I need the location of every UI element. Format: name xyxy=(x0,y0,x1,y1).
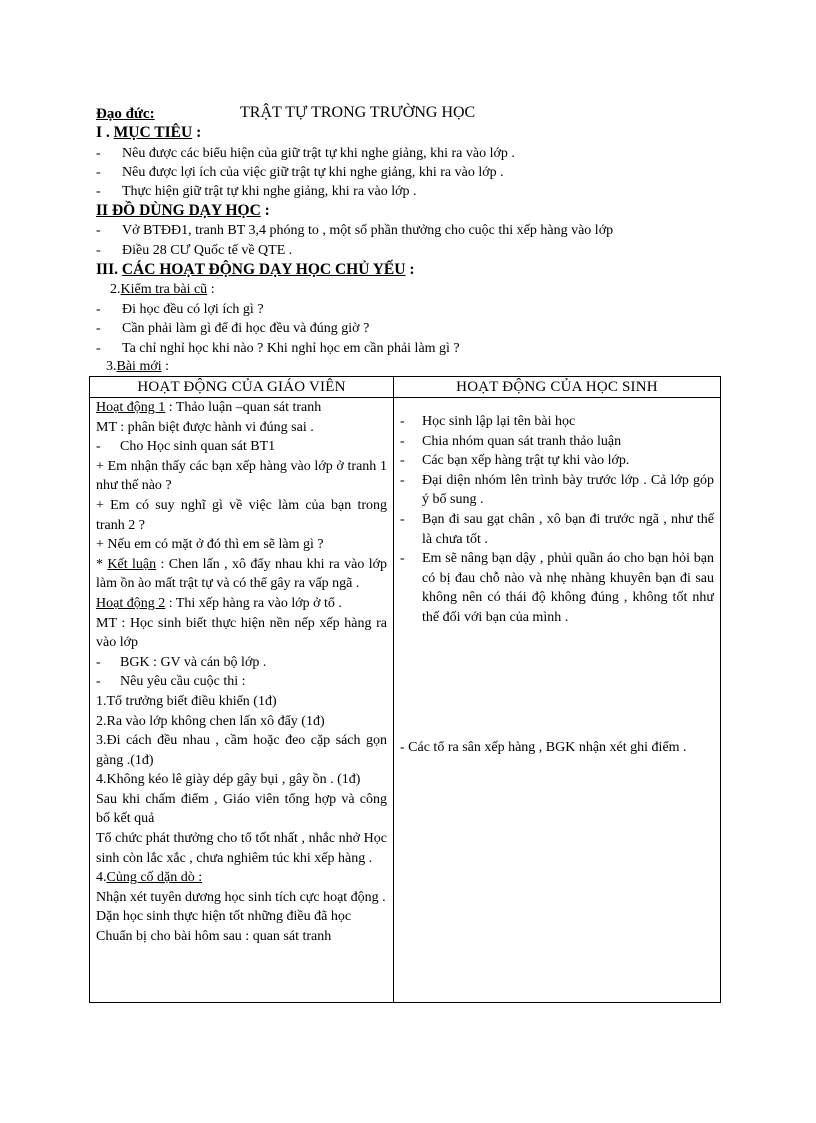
activity2-title: Hoạt động 2 : Thi xếp hàng ra vào lớp ở tổ . xyxy=(96,595,342,611)
student-activity: - Các bạn xếp hàng trật tự khi vào lớp. xyxy=(400,453,630,469)
section3-heading: III. CÁC HOẠT ĐỘNG DẠY HỌC CHỦ YẾU : xyxy=(96,261,415,278)
activity1-question: + Nếu em có mặt ở đó thì em sẽ làm gì ? xyxy=(96,537,324,553)
review-question: - Đi học đều có lợi ích gì ? xyxy=(96,302,264,317)
student-activity-contest: - Các tổ ra sân xếp hàng , BGK nhận xét ghi điểm . xyxy=(400,739,687,755)
contest-criterion: 2.Ra vào lớp không chen lấn xô đẩy (1đ) xyxy=(96,713,325,729)
activity1-question: + Em nhận thấy các bạn xếp hàng vào lớp ở tranh 1 như thế nào ? xyxy=(96,458,387,494)
review-question: - Ta chỉ nghỉ học khi nào ? Khi nghỉ học em cần phải làm gì ? xyxy=(96,341,460,356)
activity2-step: - Nêu yêu cầu cuộc thi : xyxy=(96,674,246,690)
consolidation-title: 4.Củng cố dặn dò : xyxy=(96,870,203,886)
teacher-column-header: HOẠT ĐỘNG CỦA GIÁO VIÊN xyxy=(90,377,394,398)
activity2-step: - BGK : GV và cán bộ lớp . xyxy=(96,654,267,670)
student-activity: - Học sinh lập lại tên bài học xyxy=(400,414,576,429)
student-column-header: HOẠT ĐỘNG CỦA HỌC SINH xyxy=(394,377,721,398)
section2-heading: II ĐỒ DÙNG DẠY HỌC : xyxy=(96,202,270,219)
student-activities-cell xyxy=(394,398,721,1003)
subsection-new-lesson: 3.Bài mới : xyxy=(106,359,170,374)
consolidation-item: Dặn học sinh thực hiện tốt những điều đã học xyxy=(96,909,352,925)
activity-table xyxy=(89,376,721,1003)
teacher-activities-cell xyxy=(90,398,394,1003)
award-note: Tổ chức phát thưởng cho tổ tốt nhất , nhắc nhở Học sinh còn lắc xắc , chưa nghiêm túc khi xếp hàng . xyxy=(96,831,387,866)
contest-criterion: 4.Không kéo lê giày dép gây bụi , gây ồn . (1đ) xyxy=(96,772,361,788)
consolidation-item: Chuẩn bị cho bài hôm sau : quan sát tranh xyxy=(96,929,332,945)
student-activity: - Đại diện nhóm lên trình bày trước lớp . Cả lớp góp ý bổ sung . xyxy=(400,472,714,508)
table-header-row xyxy=(90,377,721,398)
student-activity: - Chia nhóm quan sát tranh thảo luận xyxy=(400,433,622,449)
student-activity: - Em sẽ nâng bạn dậy , phủi quần áo cho bạn hỏi bạn có bị đau chỗ nào và nhẹ nhàng khuyên bạn đi sau không nên có thái độ không đúng , không tốt như thế đối với bạn của mình . xyxy=(400,551,714,625)
page-title xyxy=(240,104,475,122)
section1-item: - Thực hiện giữ trật tự khi nghe giảng, khi ra vào lớp . xyxy=(96,184,417,199)
review-question: - Cần phải làm gì để đi học đều và đúng giờ ? xyxy=(96,321,370,336)
section1-item: - Nêu được lợi ích của việc giữ trật tự khi nghe giảng, khi ra vào lớp . xyxy=(96,165,504,180)
subject-text: Đạo đức: xyxy=(96,106,155,122)
contest-criterion: 1.Tổ trưởng biết điều khiển (1đ) xyxy=(96,693,277,709)
activity1-title: Hoạt động 1 : Thảo luận –quan sát tranh xyxy=(96,400,322,415)
section2-item: - Điều 28 CƯ Quốc tế về QTE . xyxy=(96,243,293,258)
section1-item: - Nêu được các biểu hiện của giữ trật tự khi nghe giảng, khi ra vào lớp . xyxy=(96,146,515,161)
table-row xyxy=(90,398,721,1003)
contest-criterion: 3.Đi cách đều nhau , cầm hoặc đeo cặp sách gọn gàng .(1đ) xyxy=(96,733,387,768)
subsection-check-old-lesson: 2.Kiểm tra bài cũ : xyxy=(110,282,215,297)
student-activity: - Bạn đi sau gạt chân , xô bạn đi trước ngã , như thế là chưa tốt . xyxy=(400,511,714,547)
activity1-question: + Em có suy nghĩ gì về việc làm của bạn trong tranh 2 ? xyxy=(96,497,387,533)
title-text: TRẬT TỰ TRONG TRƯỜNG HỌC xyxy=(240,104,476,121)
activity1-step: - Cho Học sinh quan sát BT1 xyxy=(96,439,276,455)
activity2-objective: MT : Học sinh biết thực hiện nền nếp xếp hàng ra vào lớp xyxy=(96,615,387,651)
section2-item: - Vở BTĐĐ1, tranh BT 3,4 phóng to , một số phần thưởng cho cuộc thi xếp hàng vào lớp xyxy=(96,223,614,238)
subject-label xyxy=(96,105,155,123)
section1-heading: I . MỤC TIÊU : xyxy=(96,124,202,141)
consolidation-item: Nhận xét tuyên dương học sinh tích cực hoạt động . xyxy=(96,889,386,905)
activity1-conclusion: * Kết luận : Chen lấn , xô đẩy nhau khi ra vào lớp làm ồn ào mất trật tự và có thể gây ra vấp ngã . xyxy=(96,556,387,592)
scoring-note: Sau khi chấm điểm , Giáo viên tổng hợp và công bố kết quả xyxy=(96,791,387,827)
activity1-objective: MT : phân biệt được hành vi đúng sai . xyxy=(96,419,314,435)
